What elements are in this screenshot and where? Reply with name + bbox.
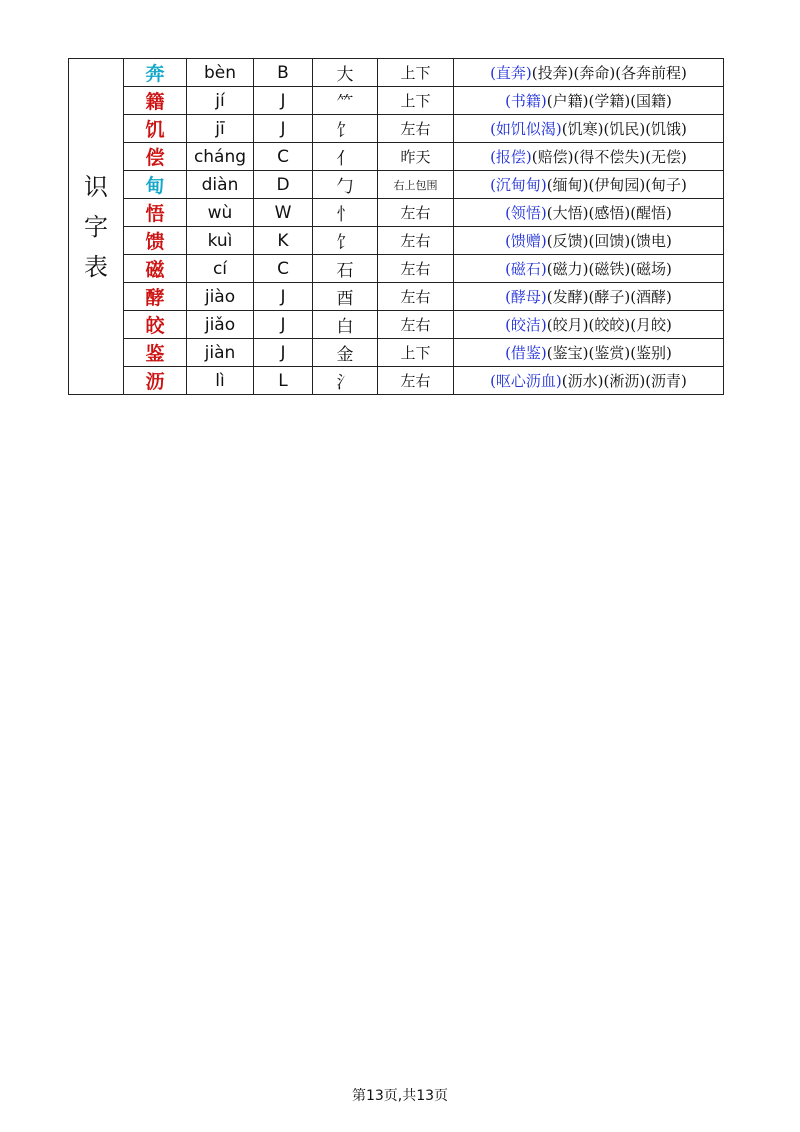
other-words: (大悟)(感悟)(醒悟) <box>546 204 672 222</box>
radical-cell: 氵 <box>313 367 378 395</box>
page-footer: 第13页,共13页 <box>351 1088 449 1104</box>
char-cell: 奔 <box>124 59 187 87</box>
structure-cell: 左右 <box>378 367 454 395</box>
highlighted-word: (书籍) <box>505 92 547 110</box>
table-row <box>69 87 724 115</box>
char-cell: 皎 <box>124 311 187 339</box>
words-cell <box>454 115 724 143</box>
other-words: (缅甸)(伊甸园)(甸子) <box>546 176 687 194</box>
other-words: (户籍)(学籍)(国籍) <box>546 92 672 110</box>
words-cell <box>454 339 724 367</box>
initial-letter-cell: J <box>254 311 313 339</box>
initial-letter-cell: L <box>254 367 313 395</box>
other-words: (磁力)(磁铁)(磁场) <box>546 260 672 278</box>
highlighted-word: (借鉴) <box>505 344 547 362</box>
initial-letter-cell: B <box>254 59 313 87</box>
radical-cell: 金 <box>313 339 378 367</box>
char-cell: 沥 <box>124 367 187 395</box>
words-cell <box>454 143 724 171</box>
table-row <box>69 311 724 339</box>
words-cell <box>454 227 724 255</box>
words-cell <box>454 255 724 283</box>
initial-letter-cell: K <box>254 227 313 255</box>
structure-cell: 左右 <box>378 255 454 283</box>
highlighted-word: (皎洁) <box>505 316 547 334</box>
radical-cell: 忄 <box>313 199 378 227</box>
radical-cell: ⺮ <box>313 87 378 115</box>
structure-cell: 右上包围 <box>378 171 454 199</box>
radical-cell: 饣 <box>313 227 378 255</box>
pinyin-cell: jiào <box>187 283 254 311</box>
table-side-title <box>69 59 124 395</box>
initial-letter-cell: J <box>254 283 313 311</box>
other-words: (发酵)(酵子)(酒酵) <box>546 288 672 306</box>
table-row <box>69 283 724 311</box>
structure-cell: 左右 <box>378 227 454 255</box>
initial-letter-cell: J <box>254 87 313 115</box>
char-cell: 磁 <box>124 255 187 283</box>
words-cell <box>454 283 724 311</box>
structure-cell: 左右 <box>378 283 454 311</box>
table-row <box>69 171 724 199</box>
table-row <box>69 115 724 143</box>
pinyin-cell: bèn <box>187 59 254 87</box>
structure-cell: 上下 <box>378 59 454 87</box>
other-words: (饥寒)(饥民)(饥饿) <box>561 120 687 138</box>
radical-cell: 勹 <box>313 171 378 199</box>
pinyin-cell: jiàn <box>187 339 254 367</box>
other-words: (皎月)(皎皎)(月皎) <box>546 316 672 334</box>
highlighted-word: (如饥似渴) <box>490 120 562 138</box>
words-cell <box>454 311 724 339</box>
char-cell: 甸 <box>124 171 187 199</box>
words-cell <box>454 367 724 395</box>
words-cell <box>454 171 724 199</box>
radical-cell: 饣 <box>313 115 378 143</box>
highlighted-word: (酵母) <box>505 288 547 306</box>
char-cell: 鉴 <box>124 339 187 367</box>
radical-cell: 白 <box>313 311 378 339</box>
initial-letter-cell: J <box>254 115 313 143</box>
other-words: (赔偿)(得不偿失)(无偿) <box>531 148 687 166</box>
char-cell: 偿 <box>124 143 187 171</box>
table-row <box>69 255 724 283</box>
table-row <box>69 143 724 171</box>
structure-cell: 上下 <box>378 339 454 367</box>
words-cell <box>454 199 724 227</box>
side-title-char: 识 <box>84 172 108 201</box>
highlighted-word: (报偿) <box>490 148 532 166</box>
initial-letter-cell: C <box>254 143 313 171</box>
character-table <box>68 58 724 395</box>
initial-letter-cell: W <box>254 199 313 227</box>
pinyin-cell: kuì <box>187 227 254 255</box>
radical-cell: 亻 <box>313 143 378 171</box>
pinyin-cell: cháng <box>187 143 254 171</box>
pinyin-cell: wù <box>187 199 254 227</box>
pinyin-cell: lì <box>187 367 254 395</box>
pinyin-cell: jí <box>187 87 254 115</box>
table-row <box>69 339 724 367</box>
table-row <box>69 367 724 395</box>
initial-letter-cell: J <box>254 339 313 367</box>
structure-cell: 昨天 <box>378 143 454 171</box>
character-table-sheet <box>68 58 723 395</box>
highlighted-word: (领悟) <box>505 204 547 222</box>
highlighted-word: (沉甸甸) <box>490 176 547 194</box>
char-cell: 籍 <box>124 87 187 115</box>
highlighted-word: (呕心沥血) <box>490 372 562 390</box>
pinyin-cell: cí <box>187 255 254 283</box>
highlighted-word: (直奔) <box>490 64 532 82</box>
radical-cell: 酉 <box>313 283 378 311</box>
pinyin-cell: jiǎo <box>187 311 254 339</box>
other-words: (沥水)(淅沥)(沥青) <box>561 372 687 390</box>
words-cell <box>454 59 724 87</box>
side-title-char: 表 <box>84 252 108 281</box>
char-cell: 饥 <box>124 115 187 143</box>
highlighted-word: (馈赠) <box>505 232 547 250</box>
other-words: (鉴宝)(鉴赏)(鉴别) <box>546 344 672 362</box>
structure-cell: 左右 <box>378 311 454 339</box>
char-cell: 酵 <box>124 283 187 311</box>
structure-cell: 上下 <box>378 87 454 115</box>
table-row <box>69 227 724 255</box>
table-body <box>69 59 724 395</box>
other-words: (投奔)(奔命)(各奔前程) <box>531 64 687 82</box>
other-words: (反馈)(回馈)(馈电) <box>546 232 672 250</box>
pinyin-cell: jī <box>187 115 254 143</box>
char-cell: 馈 <box>124 227 187 255</box>
pinyin-cell: diàn <box>187 171 254 199</box>
side-title-char: 字 <box>84 212 108 241</box>
structure-cell: 左右 <box>378 115 454 143</box>
radical-cell: 石 <box>313 255 378 283</box>
table-row <box>69 59 724 87</box>
table-row <box>69 199 724 227</box>
radical-cell: 大 <box>313 59 378 87</box>
initial-letter-cell: C <box>254 255 313 283</box>
highlighted-word: (磁石) <box>505 260 547 278</box>
char-cell: 悟 <box>124 199 187 227</box>
structure-cell: 左右 <box>378 199 454 227</box>
initial-letter-cell: D <box>254 171 313 199</box>
words-cell <box>454 87 724 115</box>
